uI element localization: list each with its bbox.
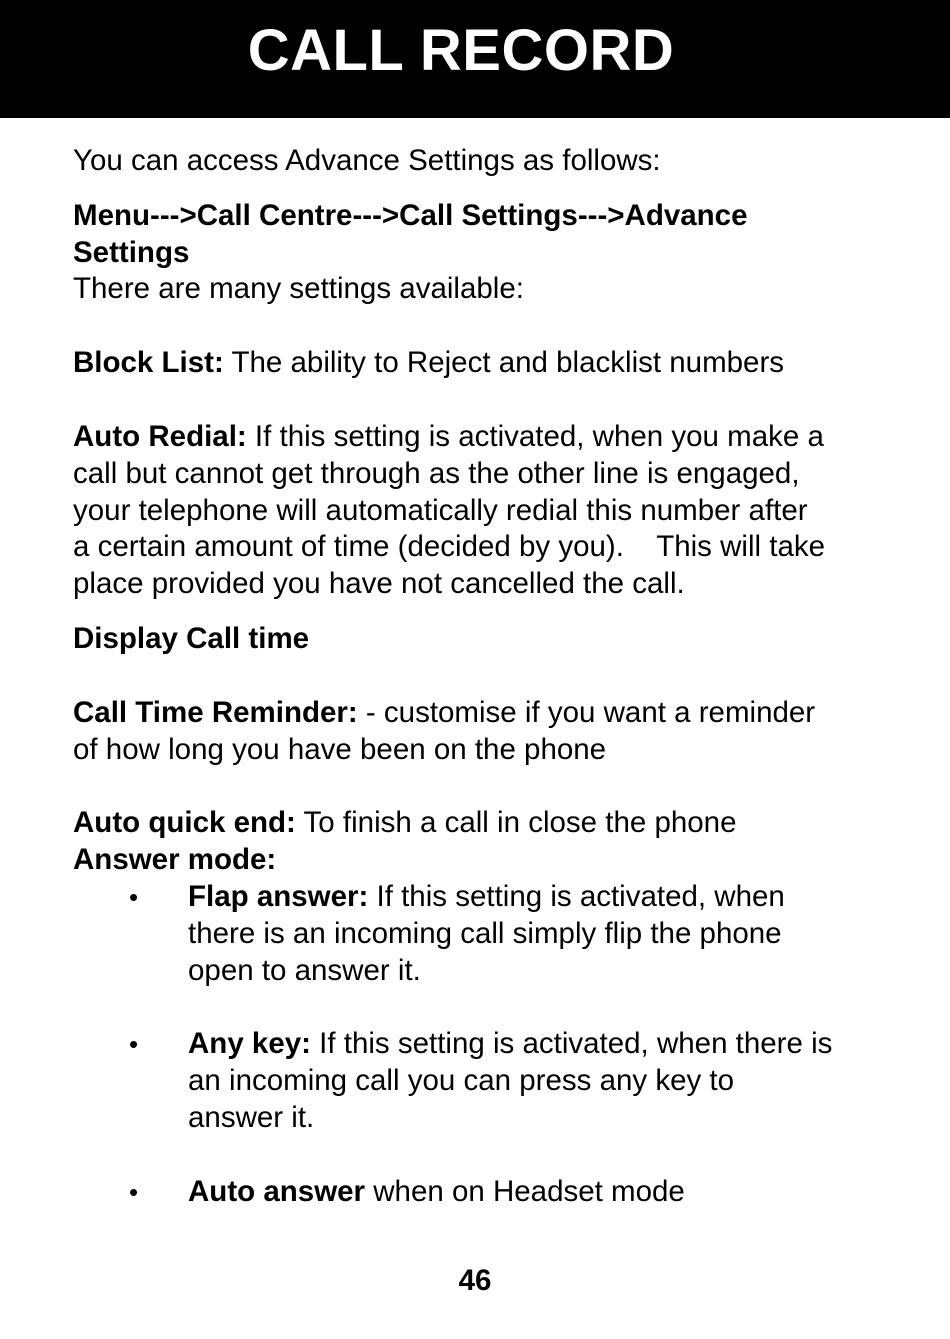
auto-redial-line2: call but cannot get through as the other line is engaged,	[73, 456, 800, 490]
bullet-icon: •	[129, 1029, 139, 1060]
call-time-reminder-paragraph	[73, 695, 893, 769]
auto-quick-end-text: To finish a call in close the phone	[295, 806, 737, 840]
flap-answer-line2: there is an incoming call simply flip the phone	[188, 916, 782, 950]
answer-mode-label: Answer mode:	[73, 843, 277, 877]
call-time-reminder-label: Call Time Reminder:	[73, 695, 358, 729]
intro-text: You can access Advance Settings as follows:	[73, 144, 661, 177]
list-spacer	[73, 989, 893, 1026]
any-key-line2: an incoming call you can press any key to	[188, 1064, 735, 1098]
auto-quick-end-paragraph	[73, 805, 893, 842]
page-number: 46	[458, 1264, 492, 1297]
answer-mode-list	[73, 879, 893, 1211]
auto-redial-line3: your telephone will automatically redial this number after	[73, 493, 808, 527]
auto-answer-line1: when on Headset mode	[365, 1174, 685, 1208]
display-call-time-label: Display Call time	[73, 621, 310, 655]
menu-path-line2: Settings	[73, 235, 190, 269]
any-key-line3: answer it.	[188, 1100, 315, 1134]
list-item-auto-answer	[73, 1174, 893, 1211]
flap-answer-line3: open to answer it.	[188, 953, 421, 987]
settings-available-text: There are many settings available:	[73, 272, 524, 306]
auto-answer-label: Auto answer	[188, 1174, 366, 1208]
list-item-flap-answer	[73, 879, 893, 989]
auto-quick-end-label: Auto quick end:	[73, 806, 296, 840]
menu-path-line1: Menu--->Call Centre--->Call Settings--->Advance	[73, 198, 748, 232]
any-key-line1: If this setting is activated, when there is	[310, 1027, 833, 1061]
page-title: CALL RECORD	[247, 18, 675, 83]
auto-redial-line4: a certain amount of time (decided by you). This will take	[73, 530, 826, 564]
menu-path	[73, 198, 893, 272]
block-list-label: Block List:	[73, 346, 224, 380]
bullet-icon: •	[129, 1176, 139, 1207]
block-list-text: The ability to Reject and blacklist numbers	[223, 346, 785, 380]
auto-redial-line5: place provided you have not cancelled the call.	[73, 567, 685, 601]
any-key-label: Any key:	[188, 1027, 311, 1061]
document-body	[73, 143, 893, 1211]
auto-redial-line1: If this setting is activated, when you make a	[246, 419, 824, 453]
list-item-any-key	[73, 1026, 893, 1136]
call-time-reminder-line1: - customise if you want a reminder	[357, 695, 816, 729]
display-call-time-paragraph	[73, 621, 893, 658]
list-spacer	[73, 1137, 893, 1174]
answer-mode-heading	[73, 842, 893, 879]
flap-answer-line1: If this setting is activated, when	[368, 879, 785, 913]
header-bar	[0, 0, 950, 118]
block-list-paragraph	[73, 345, 893, 382]
bullet-icon: •	[129, 881, 139, 912]
auto-redial-label: Auto Redial:	[73, 419, 247, 453]
flap-answer-label: Flap answer:	[188, 879, 369, 913]
auto-redial-paragraph	[73, 419, 893, 603]
call-time-reminder-line2: of how long you have been on the phone	[73, 732, 607, 766]
